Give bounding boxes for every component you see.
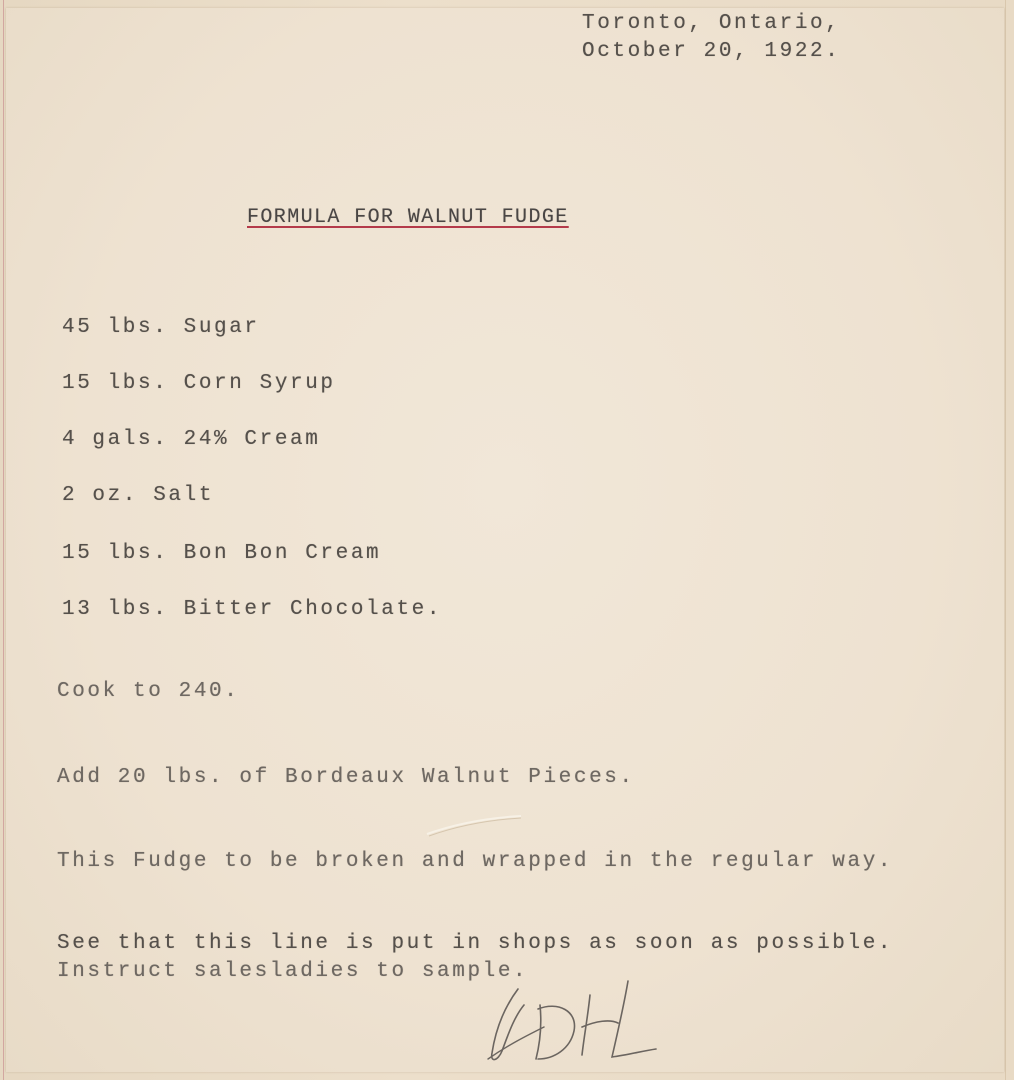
ingredient-line: 45 lbs. Sugar xyxy=(62,316,260,339)
margin-rule xyxy=(3,0,4,1080)
wrapping-instruction: This Fudge to be broken and wrapped in the regular way. xyxy=(57,850,894,873)
ingredient-line: 15 lbs. Corn Syrup xyxy=(62,372,336,395)
dateline-date: October 20, 1922. xyxy=(582,40,841,63)
memo-title: FORMULA FOR WALNUT FUDGE xyxy=(247,206,569,229)
add-instruction: Add 20 lbs. of Bordeaux Walnut Pieces. xyxy=(57,766,635,789)
paper-crease-mark xyxy=(425,812,525,842)
ingredient-line: 2 oz. Salt xyxy=(62,484,215,507)
ingredient-line: 15 lbs. Bon Bon Cream xyxy=(62,542,382,565)
sheet-edge xyxy=(1005,0,1006,1080)
signature-initials xyxy=(478,975,668,1070)
ingredient-line: 13 lbs. Bitter Chocolate. xyxy=(62,598,443,621)
cook-instruction: Cook to 240. xyxy=(57,680,240,703)
dateline-place: Toronto, Ontario, xyxy=(582,12,841,35)
ingredient-line: 4 gals. 24% Cream xyxy=(62,428,321,451)
closing-line-2: Instruct salesladies to sample. xyxy=(57,960,529,983)
typed-memo-sheet xyxy=(6,8,1004,1072)
closing-line-1: See that this line is put in shops as soon as possible. xyxy=(57,932,894,955)
